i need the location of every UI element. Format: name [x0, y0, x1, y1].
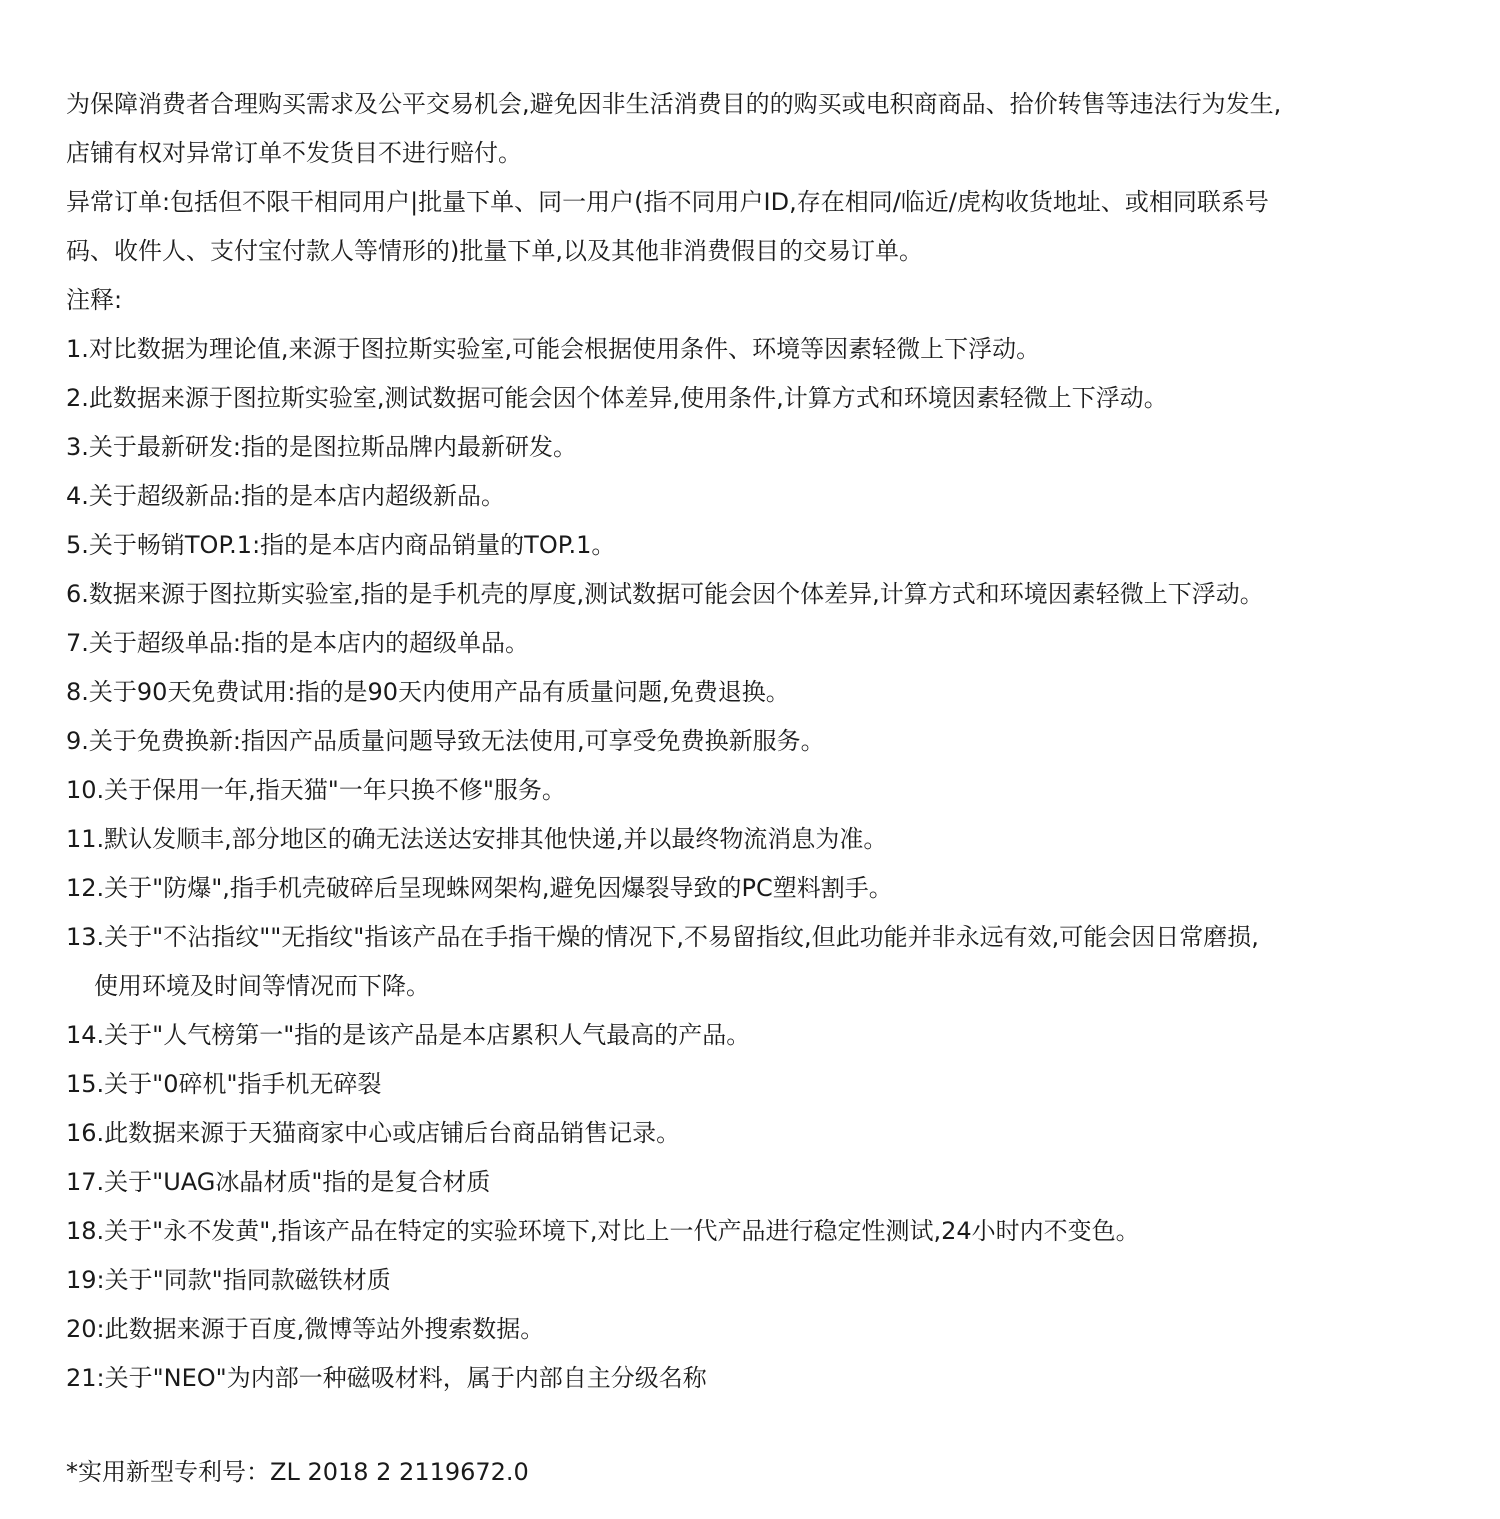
note-item: 1.对比数据为理论值,来源于图拉斯实验室,可能会根据使用条件、环境等因素轻微上下浮动。: [66, 335, 1041, 363]
note-item-continuation: 使用环境及时间等情况而下降。: [94, 972, 430, 1000]
note-item: 13.关于"不沾指纹""无指纹"指该产品在手指干燥的情况下,不易留指纹,但此功能并非永远有效,可能会因日常磨损,: [66, 923, 1259, 951]
note-item: 8.关于90天免费试用:指的是90天内使用产品有质量问题,免费退换。: [66, 678, 790, 706]
note-item: 15.关于"0碎机"指手机无碎裂: [66, 1070, 382, 1098]
note-item: 17.关于"UAG冰晶材质"指的是复合材质: [66, 1168, 491, 1196]
note-item: 4.关于超级新品:指的是本店内超级新品。: [66, 482, 505, 510]
intro-line-2: 店铺有权对异常订单不发货目不进行赔付。: [66, 139, 522, 167]
note-item: 18.关于"永不发黄",指该产品在特定的实验环境下,对比上一代产品进行稳定性测试,24小时内不变色。: [66, 1217, 1140, 1245]
note-item: 6.数据来源于图拉斯实验室,指的是手机壳的厚度,测试数据可能会因个体差异,计算方式和环境因素轻微上下浮动。: [66, 580, 1264, 608]
note-item: 7.关于超级单品:指的是本店内的超级单品。: [66, 629, 529, 657]
note-item: 12.关于"防爆",指手机壳破碎后呈现蛛网架构,避免因爆裂导致的PC塑料割手。: [66, 874, 893, 902]
notes-heading: 注释:: [66, 286, 123, 314]
intro-line-3: 异常订单:包括但不限干相同用户|批量下单、同一用户(指不同用户ID,存在相同/临近/虎构收货地址、或相同联系号: [66, 188, 1269, 216]
note-item: 9.关于免费换新:指因产品质量问题导致无法使用,可享受免费换新服务。: [66, 727, 825, 755]
note-item: 16.此数据来源于天猫商家中心或店铺后台商品销售记录。: [66, 1119, 681, 1147]
intro-line-4: 码、收件人、支付宝付款人等情形的)批量下单,以及其他非消费假目的交易订单。: [66, 237, 923, 265]
note-item: 10.关于保用一年,指天猫"一年只换不修"服务。: [66, 776, 566, 804]
intro-line-1: 为保障消费者合理购买需求及公平交易机会,避免因非生活消费目的的购买或电积商商品、拾价转售等违法行为发生,: [66, 90, 1282, 118]
note-item: 3.关于最新研发:指的是图拉斯品牌内最新研发。: [66, 433, 577, 461]
note-item: 11.默认发顺丰,部分地区的确无法送达安排其他快递,并以最终物流消息为准。: [66, 825, 888, 853]
note-item: 21:关于"NEO"为内部一种磁吸材料，属于内部自主分级名称: [66, 1364, 707, 1392]
note-item: 2.此数据来源于图拉斯实验室,测试数据可能会因个体差异,使用条件,计算方式和环境因素轻微上下浮动。: [66, 384, 1168, 412]
disclaimer-document: [66, 80, 1456, 1403]
note-item: 20:此数据来源于百度,微博等站外搜索数据。: [66, 1315, 545, 1343]
note-item: 5.关于畅销TOP.1:指的是本店内商品销量的TOP.1。: [66, 531, 616, 559]
note-item: 19:关于"同款"指同款磁铁材质: [66, 1266, 391, 1294]
note-item: 14.关于"人气榜第一"指的是该产品是本店累积人气最高的产品。: [66, 1021, 751, 1049]
patent-number: *实用新型专利号：ZL 2018 2 2119672.0: [66, 1458, 529, 1486]
